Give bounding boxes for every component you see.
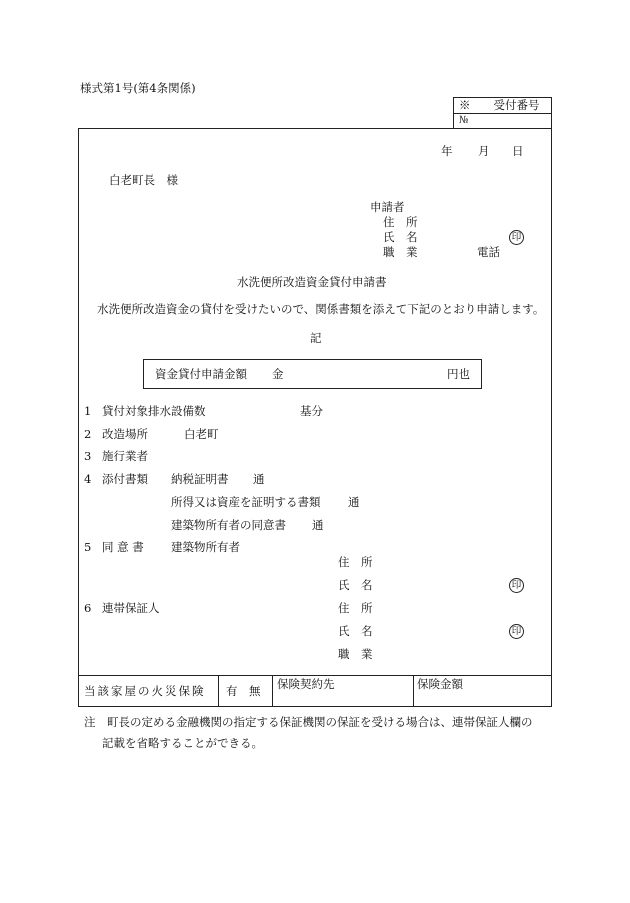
item-4-doc-3: 建築物所有者の同意書 [171, 518, 286, 532]
item-5-value: 建築物所有者 [171, 540, 240, 554]
insurance-yes-no: 有 無 [226, 684, 261, 698]
note-line-2: 記載を省略することができる。 [102, 736, 263, 750]
document-title: 水洗便所改造資金貸付申請書 [237, 275, 387, 289]
receipt-number-title: ※ 受付番号 [459, 98, 540, 112]
insurance-contract-label: 保険契約先 [277, 677, 335, 691]
item-6-name-label: 氏 名 [338, 624, 373, 638]
item-4-doc-1-count: 通 [253, 472, 265, 486]
item-6-job-label: 職 業 [338, 647, 373, 661]
form-number-label: 様式第1号(第4条関係) [80, 81, 196, 95]
applicant-seal-mark: 印 [509, 230, 524, 245]
item-4-doc-2-count: 通 [348, 495, 360, 509]
ki-mark: 記 [310, 331, 322, 345]
item-6-seal-mark: 印 [509, 624, 524, 639]
date-month: 月 [478, 144, 490, 158]
applicant-job-label: 職 業 [383, 245, 418, 259]
note-line-1: 注 町長の定める金融機関の指定する保証機関の保証を受ける場合は、連帯保証人欄の [84, 715, 533, 729]
item-2-value: 白老町 [184, 427, 219, 441]
applicant-name-label: 氏 名 [383, 230, 418, 244]
insurance-amount-label: 保険金額 [417, 677, 463, 691]
insurance-divider-3 [413, 675, 414, 707]
addressee: 白老町長 様 [109, 173, 178, 187]
insurance-divider-2 [272, 675, 273, 707]
receipt-no-label: № [459, 115, 469, 126]
applicant-heading: 申請者 [370, 200, 405, 214]
item-6-number: 6 [84, 601, 92, 615]
item-6-label: 連帯保証人 [102, 601, 160, 615]
item-4-doc-1: 納税証明書 [171, 472, 229, 486]
item-3-number: 3 [84, 449, 92, 463]
item-5-label: 同 意 書 [102, 540, 144, 554]
item-3-label: 施行業者 [102, 449, 148, 463]
item-4-doc-3-count: 通 [312, 518, 324, 532]
applicant-address-label: 住 所 [383, 215, 418, 229]
item-1-label: 貸付対象排水設備数 [102, 404, 206, 418]
item-5-number: 5 [84, 540, 92, 554]
item-4-label: 添付書類 [102, 472, 148, 486]
insurance-label: 当該家屋の火災保険 [84, 684, 206, 698]
body-text: 水洗便所改造資金の貸付を受けたいので、関係書類を添えて下記のとおり申請します。 [97, 302, 545, 316]
item-1-number: 1 [84, 404, 92, 418]
receipt-number-box [453, 97, 552, 129]
insurance-divider-1 [218, 675, 219, 707]
item-6-address-label: 住 所 [338, 601, 373, 615]
item-5-name-label: 氏 名 [338, 578, 373, 592]
item-4-doc-2: 所得又は資産を証明する書類 [171, 495, 321, 509]
loan-amount-kin: 金 [272, 367, 284, 381]
insurance-row-top-border [78, 675, 552, 676]
loan-amount-box [143, 359, 482, 389]
loan-amount-label: 資金貸付申請金額 [155, 367, 247, 381]
item-1-value: 基分 [300, 404, 323, 418]
applicant-phone-label: 電話 [477, 245, 500, 259]
item-4-number: 4 [84, 472, 92, 486]
loan-amount-suffix: 円也 [447, 367, 470, 381]
item-2-label: 改造場所 [102, 427, 148, 441]
date-day: 日 [512, 144, 524, 158]
item-5-seal-mark: 印 [509, 578, 524, 593]
item-2-number: 2 [84, 427, 92, 441]
date-year: 年 [441, 144, 453, 158]
item-5-address-label: 住 所 [338, 555, 373, 569]
